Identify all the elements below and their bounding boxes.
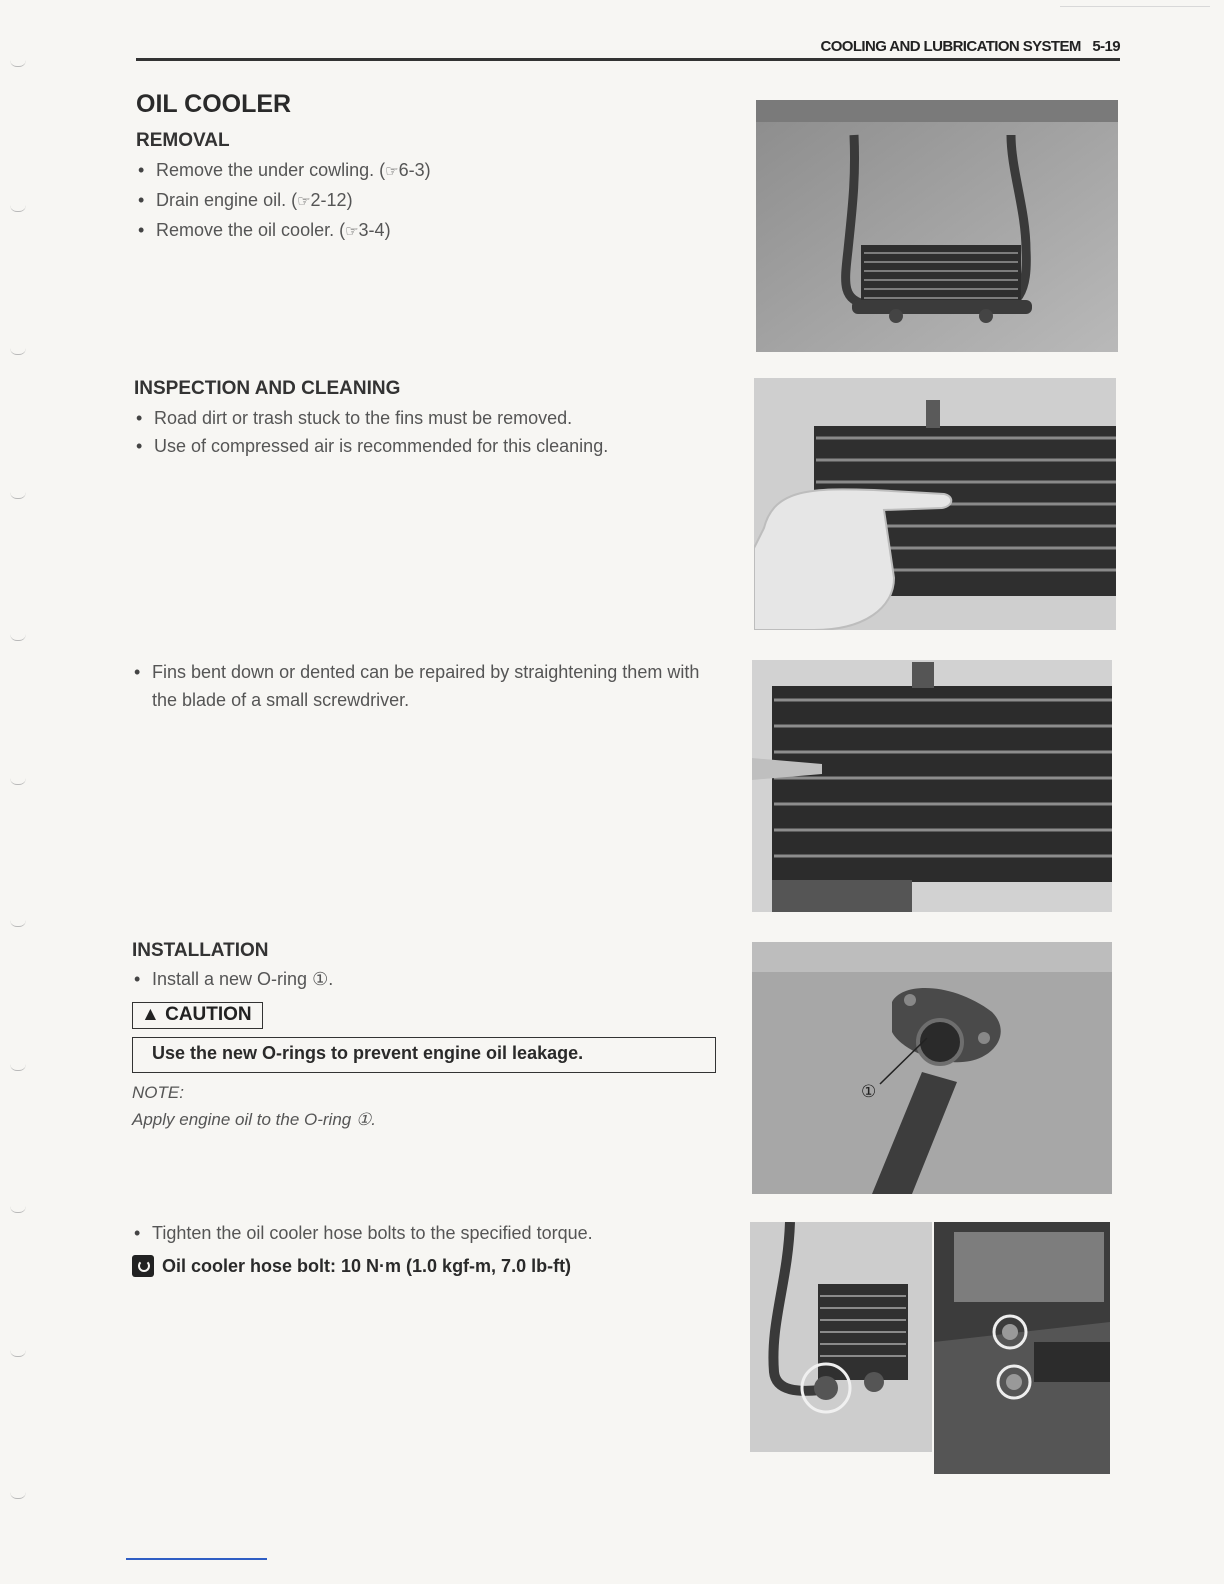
torque-spec-text: Oil cooler hose bolt: 10 N·m (1.0 kgf-m, 7.0 lb-ft) [162,1255,572,1276]
inspection-item: • Use of compressed air is recommended for this cleaning. [134,432,724,460]
margin-mark [10,205,26,212]
header-title: COOLING AND LUBRICATION SYSTEM [820,38,1081,55]
removal-item-text: Remove the under cowling. ( [156,160,386,180]
bottom-link-line [126,1558,267,1560]
caution-text: Use the new O-rings to prevent engine oil leakage. [152,1043,584,1063]
note-label: NOTE: [132,1083,184,1102]
margin-mark [10,1064,26,1071]
photo-oil-cooler-removed [756,100,1118,352]
top-faint-line [1060,6,1210,7]
margin-mark [10,492,26,499]
running-header [760,38,1120,55]
removal-item [136,156,696,186]
removal-ref: 2-12 [310,190,347,210]
torque-list [132,1219,722,1247]
warning-triangle-icon: ▲ [141,1004,160,1025]
caution-label-text: CAUTION [165,1004,252,1025]
torque-wrench-icon [132,1255,154,1277]
margin-mark [10,60,26,67]
removal-item-text: Remove the oil cooler. ( [156,220,346,240]
header-rule [136,58,1120,61]
photo-o-ring [752,942,1112,1194]
inspection-item: • Road dirt or trash stuck to the fins must be removed. [134,404,724,432]
margin-mark [10,1492,26,1499]
removal-item-end: ) [424,160,431,180]
reference-book-icon: ☞ [345,223,359,240]
torque-spec [132,1255,571,1277]
fins-list [132,658,722,714]
note-text: Apply engine oil to the O-ring ①. [132,1110,376,1129]
margin-mark [10,920,26,927]
photo-hose-bolt-engine [934,1222,1110,1474]
margin-mark [10,778,26,785]
margin-mark [10,1206,26,1213]
page-number: 5-19 [1092,38,1120,55]
margin-mark [10,1350,26,1357]
removal-ref: 6-3 [398,160,425,180]
installation-list [132,965,712,993]
removal-list [136,156,696,246]
inspection-list [134,404,724,460]
caution-label [132,1002,263,1029]
inspection-heading: INSPECTION AND CLEANING [134,378,401,399]
photo-fins-straightening [752,660,1112,912]
section-title: OIL COOLER [136,90,292,118]
reference-book-icon: ☞ [385,163,399,180]
margin-mark [10,348,26,355]
removal-item [136,186,696,216]
margin-mark [10,634,26,641]
reference-book-icon: ☞ [297,193,311,210]
removal-item-end: ) [346,190,353,210]
removal-ref: 3-4 [358,220,385,240]
torque-item: • Tighten the oil cooler hose bolts to the specified torque. [132,1219,722,1247]
callout-number: ① [861,1082,877,1101]
removal-item [136,216,696,246]
removal-item-end: ) [384,220,391,240]
removal-heading: REMOVAL [136,130,230,151]
removal-item-text: Drain engine oil. ( [156,190,298,210]
fins-item: • Fins bent down or dented can be repaired by straightening them with the blade of a small screwdriver. [132,658,722,714]
installation-item: • Install a new O-ring ①. [132,965,712,993]
installation-heading: INSTALLATION [132,940,269,961]
photo-hose-bolt-cooler [750,1222,932,1452]
photo-compressed-air-cleaning [754,378,1116,630]
